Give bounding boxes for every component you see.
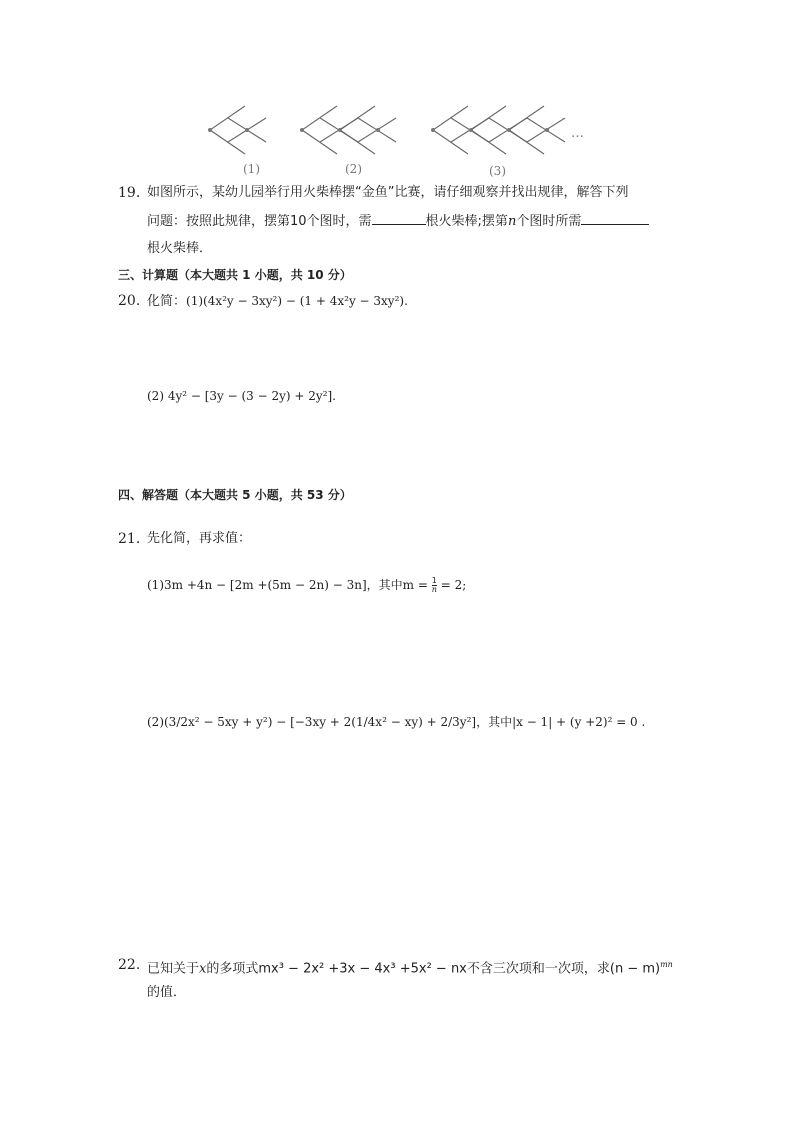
figure-2: [300, 106, 396, 154]
question-21-part-1-tail: = 2;: [440, 578, 467, 592]
question-20-part-1: (1)(4x²y − 3xy²) − (1 + 4x²y − 3xy²).: [186, 294, 408, 308]
question-21-intro: 先化简，再求值：: [147, 531, 252, 546]
question-19-number: 19.: [118, 185, 141, 201]
figure-1: [208, 106, 266, 154]
figure-3: [431, 106, 565, 154]
question-21-part-1-expr: (1)3m +4n − [2m +(5m − 2n) − 3n]，其中m =: [147, 578, 428, 592]
answer-blank-1[interactable]: [372, 211, 426, 225]
question-21-part-1: [147, 575, 466, 595]
question-19-line-3: 根火柴棒．: [147, 241, 213, 256]
exponent-mn: mn: [660, 960, 673, 969]
question-19-text-b: 根火柴棒;摆第: [425, 214, 508, 229]
question-22-text-b: 的多项式mx³ − 2x² +3x − 4x³ +5x² − nx不含三次项和一次项，求(n − m): [206, 961, 661, 977]
figure-ellipsis: …: [571, 126, 584, 141]
question-22-line-1: [147, 955, 673, 979]
figure-label-1: (1): [243, 162, 260, 176]
fraction-denominator: n: [431, 585, 437, 594]
section-4-heading: 四、解答题（本大题共 5 小题，共 53 分）: [118, 488, 352, 502]
fraction-1-over-n: [432, 577, 437, 594]
question-20-prefix: 化简：: [147, 294, 187, 309]
question-19-line-1: 如图所示，某幼儿园举行用火柴棒摆“金鱼”比赛，请仔细观察并找出规律，解答下列: [147, 185, 629, 200]
figure-label-2: (2): [345, 162, 362, 176]
question-22-text-a: 已知关于: [147, 961, 200, 977]
question-19-text-c: 个图时所需: [516, 214, 582, 229]
answer-blank-2[interactable]: [581, 211, 649, 225]
question-21-number: 21.: [118, 531, 141, 547]
question-20-line-1: [147, 291, 408, 312]
fraction-numerator: 1: [431, 576, 437, 585]
question-22-number: 22.: [118, 957, 141, 973]
variable-x: x: [199, 961, 207, 977]
question-20-number: 20.: [118, 293, 141, 309]
question-19-text-a: 问题：按照此规律，摆第10个图时，需: [147, 214, 372, 229]
question-22-line-2: 的值．: [147, 985, 187, 1000]
question-19-line-2: [147, 211, 649, 232]
figure-label-3: (3): [489, 164, 506, 178]
matchstick-goldfish-figure: [200, 98, 600, 160]
question-20-part-2: (2) 4y² − [3y − (3 − 2y) + 2y²].: [147, 389, 336, 403]
question-21-part-2: (2)(3/2x² − 5xy + y²) − [−3xy + 2(1/4x² − xy) + 2/3y²]，其中|x − 1| + (y +2)² = 0 .: [147, 715, 646, 729]
variable-n: n: [507, 214, 517, 229]
section-3-heading: 三、计算题（本大题共 1 小题，共 10 分）: [118, 268, 352, 282]
